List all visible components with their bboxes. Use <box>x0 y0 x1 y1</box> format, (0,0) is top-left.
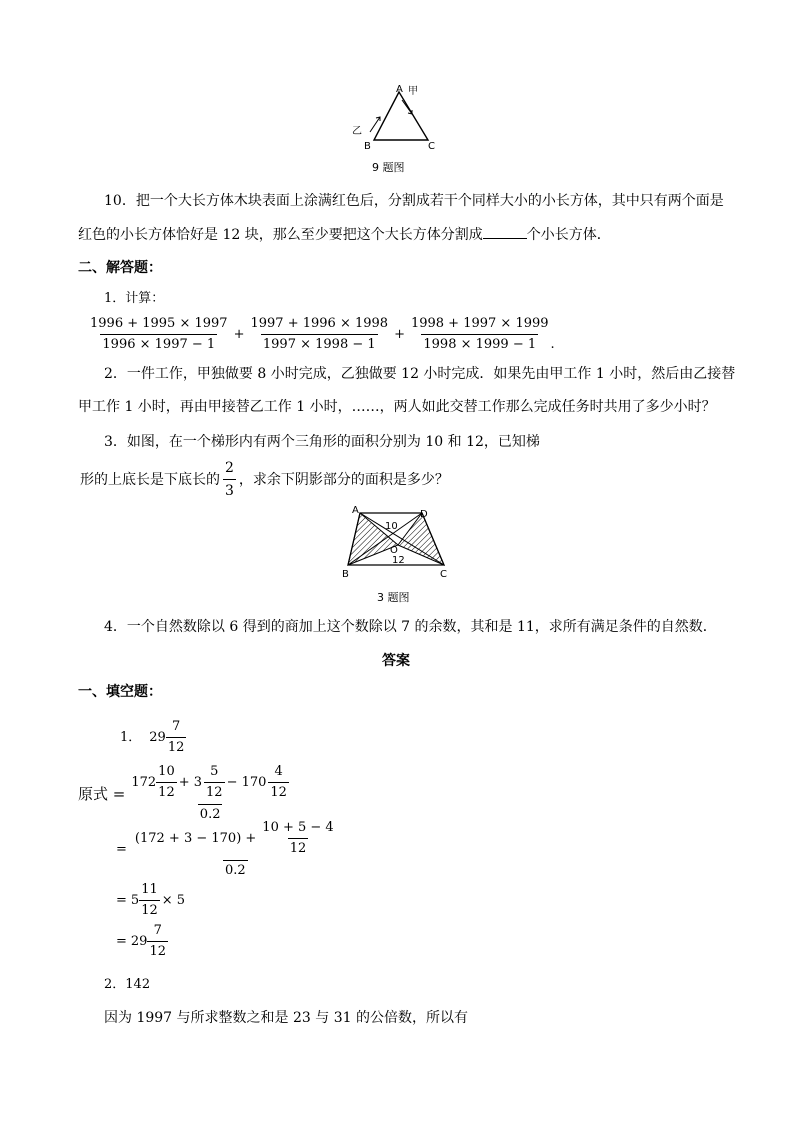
figure-3-caption: 3 题图 <box>377 591 410 604</box>
plus-sign: + <box>233 326 245 342</box>
answer-1 <box>120 718 186 757</box>
problem-2-line2: 甲工作 1 小时，再由甲接替乙工作 1 小时，……，两人如此交替工作那么完成任务时共用了多少小时？ <box>78 399 716 415</box>
answers-title: 答案 <box>382 653 410 669</box>
arrow-yi <box>370 117 380 132</box>
answer-2-label: 2．142 <box>104 977 151 992</box>
answer-1-label: 1． <box>120 729 142 745</box>
label-d: D <box>420 509 428 520</box>
fraction-denominator: 3 <box>223 479 236 501</box>
fraction-two-thirds <box>223 458 236 501</box>
fraction-3-numerator: 1998 + 1997 × 1999 <box>410 316 549 331</box>
answer-2-line: 因为 1997 与所求整数之和是 23 与 31 的公倍数，所以有 <box>104 1010 468 1026</box>
step-2-numerator: (172 + 3 − 170) + $\frac{10 + 5 - 4}{12}$ <box>134 820 334 856</box>
label-b: B <box>364 141 371 152</box>
problem-3-line1: 3．如图，在一个梯形内有两个三角形的面积分别为 10 和 12，已知梯 <box>104 434 540 450</box>
area-12: 12 <box>392 555 405 566</box>
arrow-jia <box>402 100 412 114</box>
problem-1-label: 1．计算： <box>104 291 165 306</box>
step-2-denominator: 0.2 <box>223 860 248 880</box>
label-jia: 甲 <box>408 86 418 97</box>
answer-blank <box>483 226 527 239</box>
yuanshi-label: 原式 = <box>78 784 126 803</box>
question-10-text-a: 红色的小长方体恰好是 12 块，那么至少要把这个大长方体分割成 <box>78 227 483 243</box>
fraction-3-denominator: 1998 × 1999 − 1 <box>421 334 538 354</box>
figure-9-caption: 9 题图 <box>372 161 405 174</box>
question-10-text-b: 个小长方体． <box>526 227 611 243</box>
shaded-right <box>398 513 444 565</box>
problem-3-text-b: ，求余下阴影部分的面积是多少？ <box>238 471 449 488</box>
label-yi: 乙 <box>352 126 362 137</box>
area-10: 10 <box>385 521 398 532</box>
step-1-numerator: 172 $\frac{10}{12}$ + 3 $\frac{5}{12}$ − 170 $\frac{4}{12}$ <box>131 764 287 800</box>
problem-1-expression <box>88 315 555 354</box>
label-b: B <box>342 569 349 580</box>
period: . <box>550 337 555 352</box>
step-2: = (172 + 3 − 170) + $\frac{10 + 5 - 4}{12}$ 0.2 <box>116 819 340 880</box>
fraction-2 <box>248 315 390 354</box>
step-4: = 29 $\frac{7}{12}$ <box>116 923 166 959</box>
triangle-abc <box>374 92 428 140</box>
fraction-1-denominator: 1996 × 1997 − 1 <box>100 334 217 354</box>
fraction-1-numerator: 1996 + 1995 × 1997 <box>90 316 228 331</box>
problem-2-line1: 2．一件工作，甲独做要 8 小时完成，乙独做要 12 小时完成．如果先由甲工作 1 小时，然后由乙接替 <box>104 366 736 382</box>
problem-4: 4．一个自然数除以 6 得到的商加上这个数除以 7 的余数，其和是 11，求所有满足条件的自然数． <box>104 619 717 635</box>
question-10-line2 <box>78 225 611 245</box>
fraction-1 <box>88 315 230 354</box>
section-2-heading: 二、解答题： <box>78 260 162 276</box>
fraction-3 <box>409 315 551 354</box>
step-3: = 5 $\frac{11}{12}$ × 5 <box>116 882 186 918</box>
label-a: A <box>352 505 359 516</box>
mixed-fraction <box>166 718 187 757</box>
label-o: O <box>390 545 398 556</box>
problem-3-line2 <box>80 458 449 501</box>
label-c: C <box>428 141 435 152</box>
label-a: A <box>396 84 403 95</box>
step-1 <box>78 763 293 824</box>
fraction-denominator: 12 <box>166 737 187 757</box>
problem-3-text-a: 形的上底长是下底长的 <box>80 471 220 488</box>
fraction-2-denominator: 1997 × 1998 − 1 <box>261 334 378 354</box>
step-1-denominator: 0.2 <box>198 804 223 824</box>
label-c: C <box>440 569 447 580</box>
step-1-fraction <box>127 763 293 824</box>
section-1-heading: 一、填空题： <box>78 684 162 700</box>
fraction-numerator: 7 <box>171 719 181 734</box>
question-10-line1: 10．把一个大长方体木块表面上涂满红色后，分割成若干个同样大小的小长方体，其中只有两个面是 <box>104 193 724 209</box>
fraction-numerator: 2 <box>225 460 234 476</box>
step-2-fraction <box>131 819 340 880</box>
figure-3-trapezoid <box>340 503 452 581</box>
mixed-whole: 29 <box>149 729 166 745</box>
fraction-2-numerator: 1997 + 1996 × 1998 <box>250 316 389 331</box>
plus-sign: + <box>394 326 405 342</box>
figure-9-triangle <box>350 82 440 152</box>
